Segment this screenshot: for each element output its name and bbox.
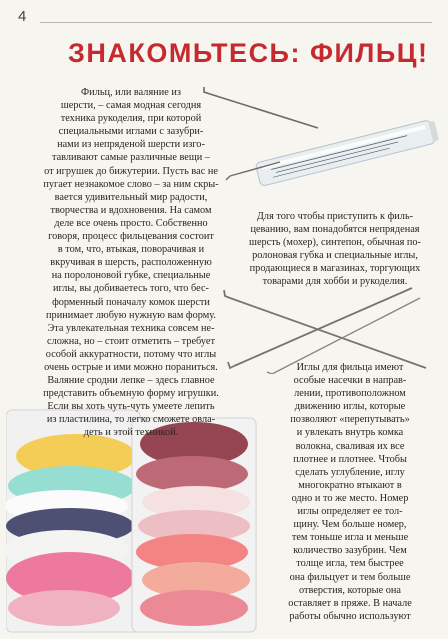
text-line: Валяние сродни лепке – здесь главное: [47, 375, 215, 387]
text-line: из пластилина, то легко сможете овла-: [46, 414, 216, 426]
text-line: шерсти, – самая модная сегодня: [60, 100, 202, 112]
materials-text: [232, 210, 438, 289]
text-line: творчества и вдохновения. На самом: [50, 204, 212, 216]
text-line: пугает незнакомое слово – за ним скры-: [43, 178, 219, 190]
text-line: деть и этой техникой.: [83, 427, 179, 439]
text-line: форменный поначалу комок шерсти: [52, 296, 210, 308]
text-line: от игрушек до бижутерии. Пусть вас не: [44, 165, 218, 177]
text-line: принимает любую нужную вам форму.: [46, 309, 216, 321]
text-line: движению иглы, которые: [294, 401, 406, 413]
text-line: Фильц, или валяние из: [81, 87, 181, 98]
text-line: толще игла, тем быстрее: [296, 558, 404, 570]
text-line: очень острые и ими можно пораниться.: [44, 361, 218, 373]
text-line: работы обычно используют: [289, 610, 411, 622]
text-line: Если вы хоть чуть-чуть умеете лепить: [47, 401, 215, 413]
text-line: в том, что, втыкая, поворачивая и: [57, 244, 205, 256]
text-line: нами из непряденой шерсти изго-: [57, 139, 205, 151]
text-line: лении, противоположном: [294, 388, 406, 400]
text-line: количество зазубрин. Чем: [293, 545, 407, 557]
text-line: Эта увлекательная техника совсем не-: [47, 322, 215, 334]
text-line: ролоновая губка и специальные иглы,: [252, 250, 418, 262]
text-line: одно и то же место. Номер: [291, 492, 409, 504]
text-line: иглы, вы добиваетесь того, что бес-: [53, 283, 209, 295]
needles-text: [262, 361, 438, 623]
top-rule: [40, 22, 432, 23]
text-line: иглы определяет ее тол-: [297, 506, 403, 518]
text-line: Для того чтобы приступить к филь-: [256, 211, 414, 222]
text-line: вкручивая в шерсть, расположенную: [50, 257, 212, 269]
crossed-needles-photo: [216, 278, 442, 374]
text-line: тавливают самые различные вещи –: [51, 152, 211, 164]
text-line: она фильцует и тем больше: [289, 571, 411, 583]
text-line: говоря, процесс фильцевания состоит: [48, 231, 214, 243]
text-line: щину. Чем больше номер,: [293, 519, 407, 531]
text-line: особые насечки в направ-: [293, 375, 407, 387]
text-line: отверстия, которые она: [299, 584, 401, 596]
text-line: Иглы для фильца имеют: [296, 362, 404, 373]
intro-text: [24, 86, 238, 440]
text-line: представить объемную форму игрушки.: [43, 388, 219, 400]
text-line: сделать углубление, иглу: [295, 466, 405, 478]
text-line: цеванию, вам понадобятся непряденая: [250, 224, 420, 236]
text-line: вается удивительный мир радости,: [54, 191, 208, 203]
text-line: многократно втыкают в: [298, 479, 402, 491]
text-line: на поролоновой губке, специальные: [51, 270, 211, 282]
page-number: 4: [18, 8, 27, 25]
text-line: тем тоньше игла и меньше: [291, 532, 409, 544]
text-line: товарами для хобби и рукоделия.: [262, 276, 408, 288]
text-line: техника рукоделия, при которой: [60, 113, 202, 125]
text-line: и увлекать внутрь комка: [296, 427, 404, 439]
text-line: продающиеся в магазинах, торгующих: [249, 263, 421, 275]
text-line: позволяют «перепутывать»: [290, 414, 410, 426]
text-line: волокна, сваливая их все: [295, 440, 405, 452]
text-line: особой аккуратности, потому что иглы: [45, 348, 217, 360]
text-line: оставляет в пряже. В начале: [288, 597, 412, 609]
text-line: плотнее и плотнее. Чтобы: [293, 453, 407, 465]
text-line: сложна, но – стоит отметить – требует: [47, 335, 215, 347]
page-title: ЗНАКОМЬТЕСЬ: ФИЛЬЦ!: [68, 38, 429, 68]
text-line: шерсть (мохер), синтепон, обычная по-: [249, 237, 421, 249]
text-line: специальными иглами с зазубри-: [58, 126, 204, 138]
text-line: деле все очень просто. Собственно: [54, 217, 208, 229]
